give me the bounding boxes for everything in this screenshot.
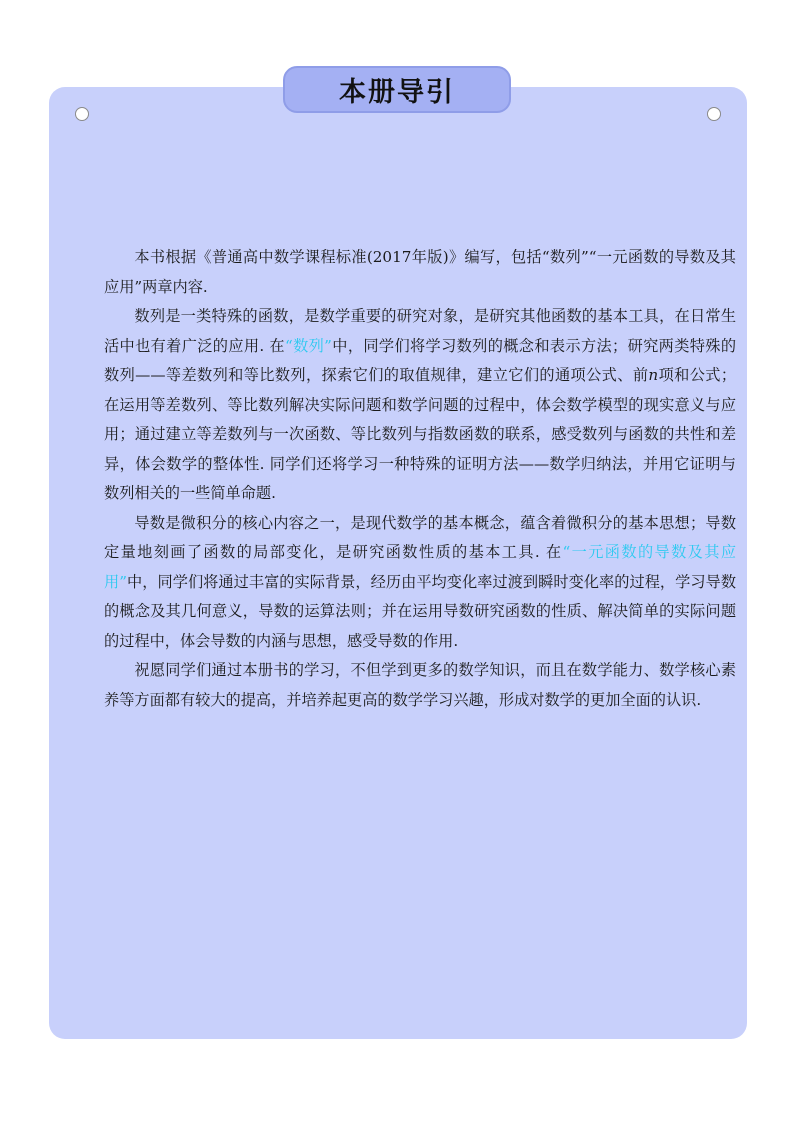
paragraph-2: [104, 302, 736, 509]
chapter-link-derivative[interactable]: “一元函数的导数及其应用”: [104, 543, 737, 591]
title-tab: [283, 66, 511, 113]
chapter-link-sequence[interactable]: “数列”: [284, 336, 332, 355]
paragraph-3-text-b: 中，同学们将通过丰富的实际背景，经历由平均变化率过渡到瞬时变化率的过程，学习导数的概念及其几何意义，导数的运算法则；并在运用导数研究函数的性质、解决简单的实际问题的过程中，体会导数的内涵与思想，感受导数的作用.: [104, 572, 737, 650]
intro-text: [104, 243, 736, 715]
paragraph-3: [104, 509, 736, 657]
paragraph-2-text-b: 中，同学们将学习数列的概念和表示方法；研究两类特殊的数列——等差数列和等比数列，探索它们的取值规律，建立它们的通项公式、前: [104, 336, 737, 384]
page-title: 本册导引: [339, 77, 455, 108]
paragraph-2-text-a: 数列是一类特殊的函数，是数学重要的研究对象，是研究其他函数的基本工具，在日常生活中也有着广泛的应用. 在: [104, 307, 736, 355]
binder-hole-left: [75, 107, 89, 121]
variable-n: n: [648, 366, 659, 384]
paragraph-2-text-c: 项和公式；在运用等差数列、等比数列解决实际问题和数学问题的过程中，体会数学模型的现实意义与应用；通过建立等差数列与一次函数、等比数列与指数函数的联系，感受数列与函数的共性和差异，体会数学的整体性. 同学们还将学习一种特殊的证明方法——数学归纳法，并用它证明与数列相关的一些简单命题.: [104, 366, 737, 502]
paragraph-1: 本书根据《普通高中数学课程标准(2017年版)》编写，包括“数列”“一元函数的导数及其应用”两章内容.: [104, 248, 736, 296]
paragraph-4: 祝愿同学们通过本册书的学习，不但学到更多的数学知识，而且在数学能力、数学核心素养等方面都有较大的提高，并培养起更高的数学学习兴趣，形成对数学的更加全面的认识.: [104, 661, 736, 709]
binder-hole-right: [707, 107, 721, 121]
paragraph-3-text-a: 导数是微积分的核心内容之一，是现代数学的基本概念，蕴含着微积分的基本思想；导数定量地刻画了函数的局部变化，是研究函数性质的基本工具. 在: [104, 513, 736, 561]
